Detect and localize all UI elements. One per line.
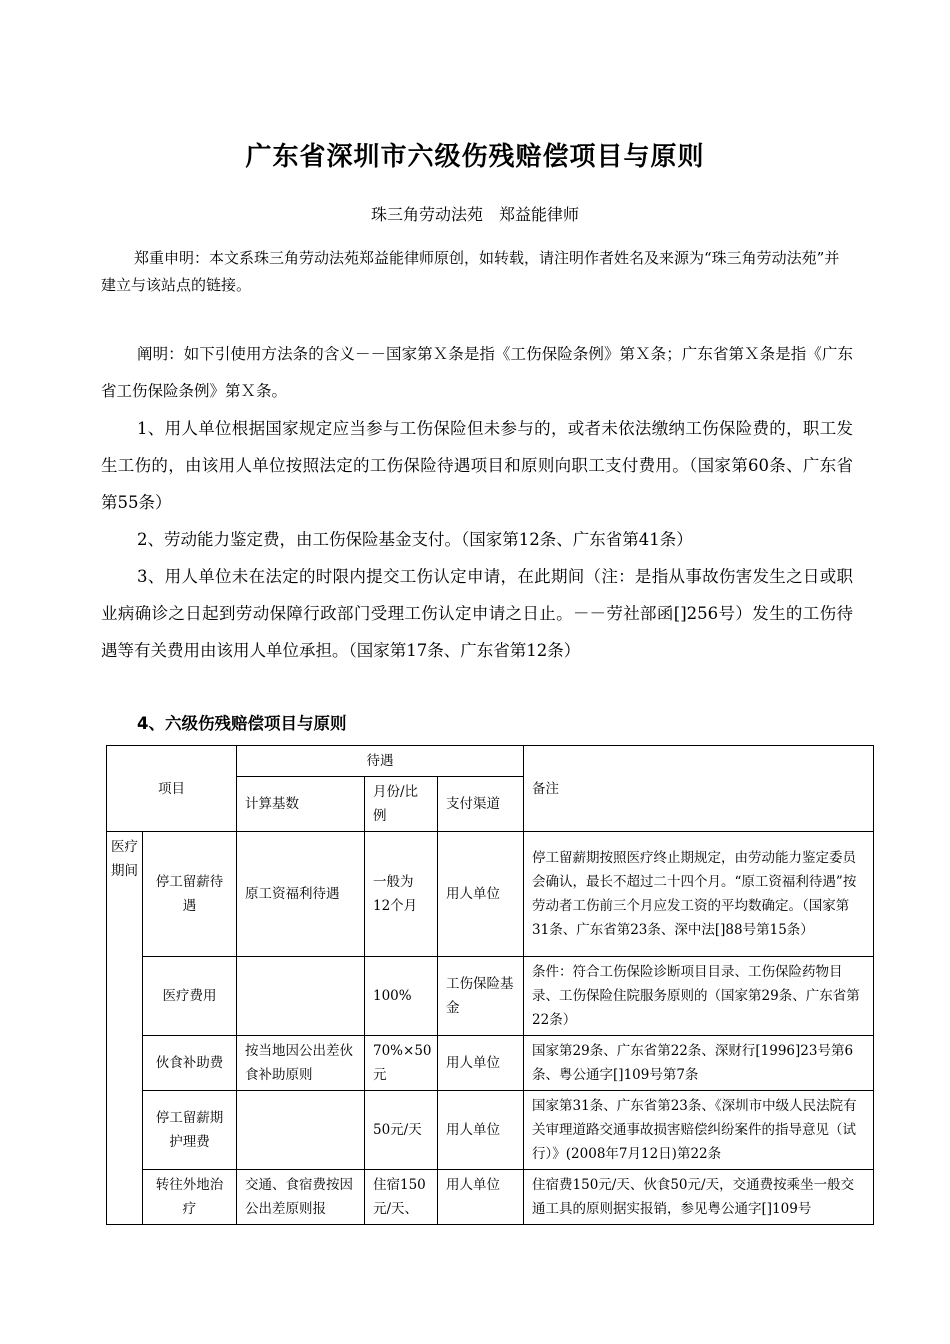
row-basis: 按当地因公出差伙食补助原则 xyxy=(237,1036,365,1091)
row-payer: 工伤保险基金 xyxy=(438,957,524,1036)
row-period: 100% xyxy=(365,957,438,1036)
row-payer: 用人单位 xyxy=(438,1091,524,1170)
table-row xyxy=(107,1036,874,1091)
row-remarks: 停工留薪期按照医疗终止期规定，由劳动能力鉴定委员会确认，最长不超过二十四个月。“原工资福利待遇”按劳动者工伤前三个月应发工资的平均数确定。（国家第31条、广东省第23条、深中法[]88号第15条） xyxy=(524,832,874,957)
row-remarks: 国家第29条、广东省第22条、深财行[1996]23号第6条、粤公通字[]109号第7条 xyxy=(524,1036,874,1091)
table-row xyxy=(107,1170,874,1225)
row-basis xyxy=(237,1091,365,1170)
row-item: 停工留薪待遇 xyxy=(143,832,237,957)
header-basis: 计算基数 xyxy=(237,777,365,832)
compensation-table xyxy=(106,745,874,1225)
row-payer: 用人单位 xyxy=(438,832,524,957)
row-item: 医疗费用 xyxy=(143,957,237,1036)
header-item: 项目 xyxy=(107,746,237,832)
section-heading: 4、六级伤残赔偿项目与原则 xyxy=(137,714,347,733)
copyright-notice: 郑重申明：本文系珠三角劳动法苑郑益能律师原创，如转载，请注明作者姓名及来源为“珠三角劳动法苑”并建立与该站点的链接。 xyxy=(101,249,840,294)
declaration-paragraph: 阐明：如下引使用方法条的含义－－国家第Ｘ条是指《工伤保险条例》第Ｘ条；广东省第Ｘ条是指《广东省工伤保险条例》第Ｘ条。 xyxy=(101,345,853,400)
paragraph-2: 2、劳动能力鉴定费，由工伤保险基金支付。（国家第12条、广东省第41条） xyxy=(137,530,693,549)
table-header-row xyxy=(107,746,874,777)
header-period: 月份/比例 xyxy=(365,777,438,832)
paragraph-1: 1、用人单位根据国家规定应当参与工伤保险但未参与的，或者未依法缴纳工伤保险费的，职工发生工伤的，由该用人单位按照法定的工伤保险待遇项目和原则向职工支付费用。（国家第60条、广东省第55条） xyxy=(101,419,853,512)
table-row xyxy=(107,1091,874,1170)
page-title: 广东省深圳市六级伤残赔偿项目与原则 xyxy=(245,142,705,172)
header-payer: 支付渠道 xyxy=(438,777,524,832)
header-remarks: 备注 xyxy=(524,746,874,832)
row-payer: 用人单位 xyxy=(438,1170,524,1225)
table-row xyxy=(107,957,874,1036)
row-item: 转往外地治疗 xyxy=(143,1170,237,1225)
row-basis: 交通、食宿费按因公出差原则报 xyxy=(237,1170,365,1225)
row-item: 伙食补助费 xyxy=(143,1036,237,1091)
row-period: 住宿150元/天、 xyxy=(365,1170,438,1225)
row-payer: 用人单位 xyxy=(438,1036,524,1091)
group-label-medical-period: 医疗期间 xyxy=(107,832,143,1225)
header-treatment: 待遇 xyxy=(237,746,524,777)
row-remarks: 国家第31条、广东省第23条、《深圳市中级人民法院有关审理道路交通事故损害赔偿纠纷案件的指导意见（试行）》(2008年7月12日)第22条 xyxy=(524,1091,874,1170)
row-basis xyxy=(237,957,365,1036)
row-remarks: 条件：符合工伤保险诊断项目目录、工伤保险药物目录、工伤保险住院服务原则的（国家第29条、广东省第22条） xyxy=(524,957,874,1036)
body-paragraphs xyxy=(101,336,853,669)
table-row xyxy=(107,832,874,957)
paragraph-3: 3、用人单位未在法定的时限内提交工伤认定申请，在此期间（注：是指从事故伤害发生之日或职业病确诊之日起到劳动保障行政部门受理工伤认定申请之日止。－－劳社部函[]256号）发生的工伤待遇等有关费用由该用人单位承担。（国家第17条、广东省第12条） xyxy=(101,567,853,660)
row-item: 停工留薪期护理费 xyxy=(143,1091,237,1170)
author-line: 珠三角劳动法苑 郑益能律师 xyxy=(370,205,579,224)
row-remarks: 住宿费150元/天、伙食50元/天，交通费按乘坐一般交通工具的原则据实报销，参见粤公通字[]109号 xyxy=(524,1170,874,1225)
row-basis: 原工资福利待遇 xyxy=(237,832,365,957)
row-period: 50元/天 xyxy=(365,1091,438,1170)
row-period: 一般为12个月 xyxy=(365,832,438,957)
row-period: 70%×50元 xyxy=(365,1036,438,1091)
